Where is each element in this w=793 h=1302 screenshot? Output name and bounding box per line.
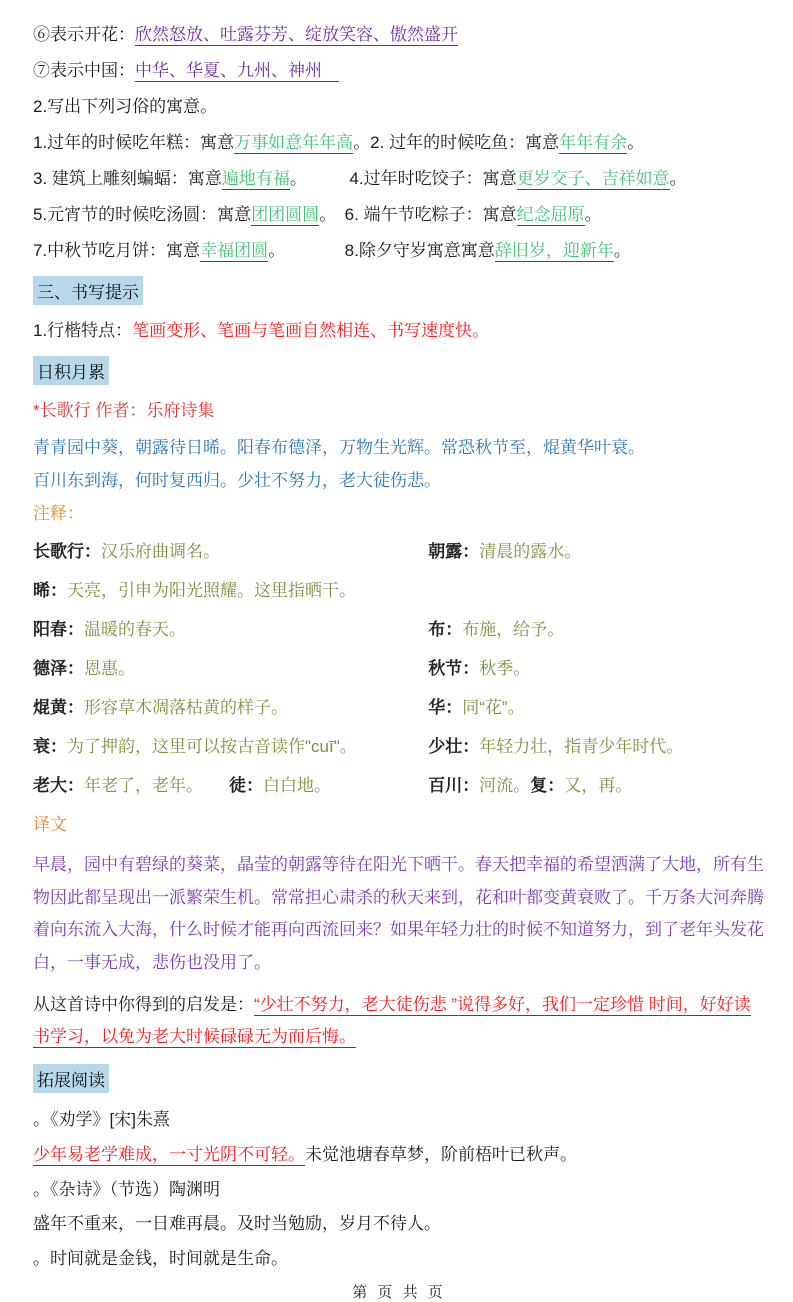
- poem-line-1: 青青园中葵，朝露待日晞。阳春布德泽，万物生光辉。常恐秋节至，焜黄华叶衰。: [33, 438, 645, 458]
- note-term: 秋节：: [428, 659, 480, 679]
- question-text: 7.中秋节吃月饼：寓意: [33, 240, 201, 260]
- note-definition: 同“花”。: [462, 698, 525, 718]
- note-term: 长歌行：: [33, 542, 101, 562]
- note-left: [33, 541, 428, 564]
- quanxue-line: [33, 1143, 765, 1168]
- note-definition: 汉乐府曲调名。: [101, 542, 220, 562]
- zashi-line: 盛年不重来，一日难再晨。及时当勉励，岁月不待人。: [33, 1214, 441, 1234]
- poem-block: [33, 435, 765, 493]
- question-text: 1.过年的时候吃年糕：寓意: [33, 132, 235, 152]
- answer-blank: 团团圆圆: [251, 204, 320, 224]
- answer-blank: “少壮不努力，老大徒伤悲 ”说得多好，我们一定珍惜 时间，好好读书学习，以免为老大时候碌碌无为而后悔。: [33, 995, 751, 1046]
- note-term: 华：: [428, 698, 463, 718]
- note-right: [428, 658, 765, 681]
- extended-reading-block: [33, 1108, 765, 1271]
- note-row-6: [33, 736, 765, 759]
- punctuation: 。: [669, 168, 687, 188]
- punctuation: 。: [627, 132, 645, 152]
- note-right: [428, 541, 765, 564]
- note-term: 朝露：: [428, 542, 480, 562]
- notes-header: 注释：: [33, 504, 84, 524]
- translation-text: 早晨，园中有碧绿的葵菜，晶莹的朝露等待在阳光下晒干。春天把幸福的希望洒满了大地，所有生物因此都呈现出一派繁荣生机。常常担心肃杀的秋天来到，花和叶都变黄衰败了。千万条大河奔腾着向东流入大海，什么时候才能再向西流回来？如果年轻力壮的时候不知道努力，到了老年头发花白，一事无成，悲伤也没用了。: [33, 854, 764, 972]
- question-label: 1.行楷特点：: [33, 320, 133, 340]
- question-label: ⑥表示开花：: [33, 25, 135, 44]
- note-term: 少壮：: [428, 737, 480, 757]
- note-row-3: [33, 619, 765, 642]
- note-term: 德泽：: [33, 659, 84, 679]
- answer-blank: 更岁交子、吉祥如意: [516, 168, 670, 188]
- insight-line: [33, 989, 765, 1052]
- answer-blank: 幸福团圆: [200, 240, 269, 260]
- note-right: [428, 736, 765, 759]
- note-right: [428, 697, 765, 720]
- note-definition: 布施，给予。: [462, 620, 565, 640]
- section-header-writing: 三、书写提示: [33, 276, 143, 305]
- answer-blank: 万事如意年年高: [234, 132, 354, 152]
- note-definition: 恩惠。: [84, 659, 135, 679]
- answer-blank: 欣然怒放、吐露芬芳、绽放笑容、傲然盛开: [135, 25, 458, 44]
- note-left: [33, 619, 428, 642]
- note-term: 焜黄：: [33, 698, 84, 718]
- note-term: 老大：: [33, 776, 84, 795]
- question-text: 。 4.过年时吃饺子：寓意: [289, 168, 517, 188]
- note-left: [33, 697, 428, 720]
- answer-blank: 中华、华夏、九州、神州: [135, 60, 339, 80]
- quanxue-rest: 未觉池塘春草梦，阶前梧叶已秋声。: [305, 1144, 577, 1164]
- note-definition: 清晨的露水。: [479, 542, 582, 562]
- answer-text: 笔画变形、笔画与笔画自然相连、书写速度快。: [132, 320, 490, 340]
- section-header-extended: 拓展阅读: [33, 1064, 109, 1093]
- question-label: ⑦表示中国：: [33, 60, 135, 80]
- note-row-7: [33, 775, 765, 798]
- note-definition: 温暖的春天。: [84, 620, 186, 640]
- customs-line-3: [33, 204, 765, 227]
- note-row-1: [33, 541, 765, 564]
- time-quote-line: 。时间就是金钱，时间就是生命。: [33, 1248, 288, 1268]
- question-text: 5.元宵节的时候吃汤圆：寓意: [33, 204, 252, 224]
- note-row-2: [33, 580, 765, 603]
- accumulation-section: [33, 356, 765, 385]
- customs-line-1: [33, 132, 765, 155]
- note-term: 复：: [530, 776, 565, 795]
- note-definition: 天亮，引申为阳光照耀。这里指晒干。: [67, 581, 356, 601]
- note-left: [33, 736, 428, 759]
- note-left: [33, 580, 765, 603]
- translation-header: 译文: [33, 814, 67, 834]
- answer-blank: 年年有余: [559, 132, 628, 152]
- note-term: 衰：: [33, 737, 67, 757]
- note-definition: 秋季。: [479, 659, 531, 679]
- flower-expressions-line: [33, 24, 765, 47]
- note-term: 百川：: [428, 776, 480, 795]
- note-term: 晞：: [33, 581, 67, 601]
- zashi-title: 。《杂诗》（节选）陶渊明: [33, 1179, 220, 1199]
- note-definition: 年轻力壮，指青少年时代。: [479, 737, 684, 757]
- note-row-4: [33, 658, 765, 681]
- question-label: 从这首诗中你得到的启发是：: [33, 995, 254, 1015]
- note-definition: 年老了，老年。: [84, 776, 203, 795]
- china-names-line: [33, 60, 765, 83]
- footer-page-number: 第 页 共 页: [352, 1284, 446, 1302]
- question-text: 。 6. 端午节吃粽子：寓意: [319, 204, 517, 224]
- note-right: [428, 619, 765, 642]
- section-header-accumulation: 日积月累: [33, 356, 109, 385]
- customs-section-title: 2.写出下列习俗的寓意。: [33, 96, 218, 116]
- answer-blank: 辞旧岁，迎新年: [494, 240, 614, 260]
- answer-blank: 遍地有福: [221, 168, 290, 188]
- xingkai-line: [33, 320, 765, 343]
- note-row-5: [33, 697, 765, 720]
- question-text: 。2. 过年的时候吃鱼：寓意: [353, 132, 560, 152]
- punctuation: 。: [584, 204, 602, 224]
- quanxue-title: 。《劝学》[宋]朱熹: [33, 1110, 170, 1130]
- note-term: 阳春：: [33, 620, 84, 640]
- note-definition: 又，再。: [564, 776, 633, 795]
- punctuation: 。: [613, 240, 631, 260]
- poem-line-2: 百川东到海，何时复西归。少壮不努力，老大徒伤悲。: [33, 470, 441, 490]
- poem-title: *长歌行 作者：乐府诗集: [33, 400, 215, 420]
- customs-line-2: [33, 168, 765, 191]
- note-right: [428, 775, 765, 798]
- answer-blank: 纪念屈原: [516, 204, 585, 224]
- note-definition: 为了押韵，这里可以按古音读作"cuī"。: [67, 737, 357, 757]
- quanxue-key-sentence: 少年易老学难成，一寸光阴不可轻。: [33, 1144, 305, 1164]
- note-left: [33, 658, 428, 681]
- note-definition: 白白地。: [263, 776, 331, 795]
- question-text: 。 8.除夕守岁寓意寓意: [268, 240, 495, 260]
- writing-section: [33, 276, 765, 305]
- customs-line-4: [33, 240, 765, 263]
- note-term: 布：: [428, 620, 463, 640]
- note-definition: 河流。: [479, 776, 531, 795]
- note-term: 徒：: [229, 776, 263, 795]
- note-left: [33, 775, 428, 798]
- note-definition: 形容草木凋落枯黄的样子。: [84, 698, 288, 718]
- extended-reading-section: [33, 1064, 765, 1093]
- question-text: 3. 建筑上雕刻蝙蝠：寓意: [33, 168, 222, 188]
